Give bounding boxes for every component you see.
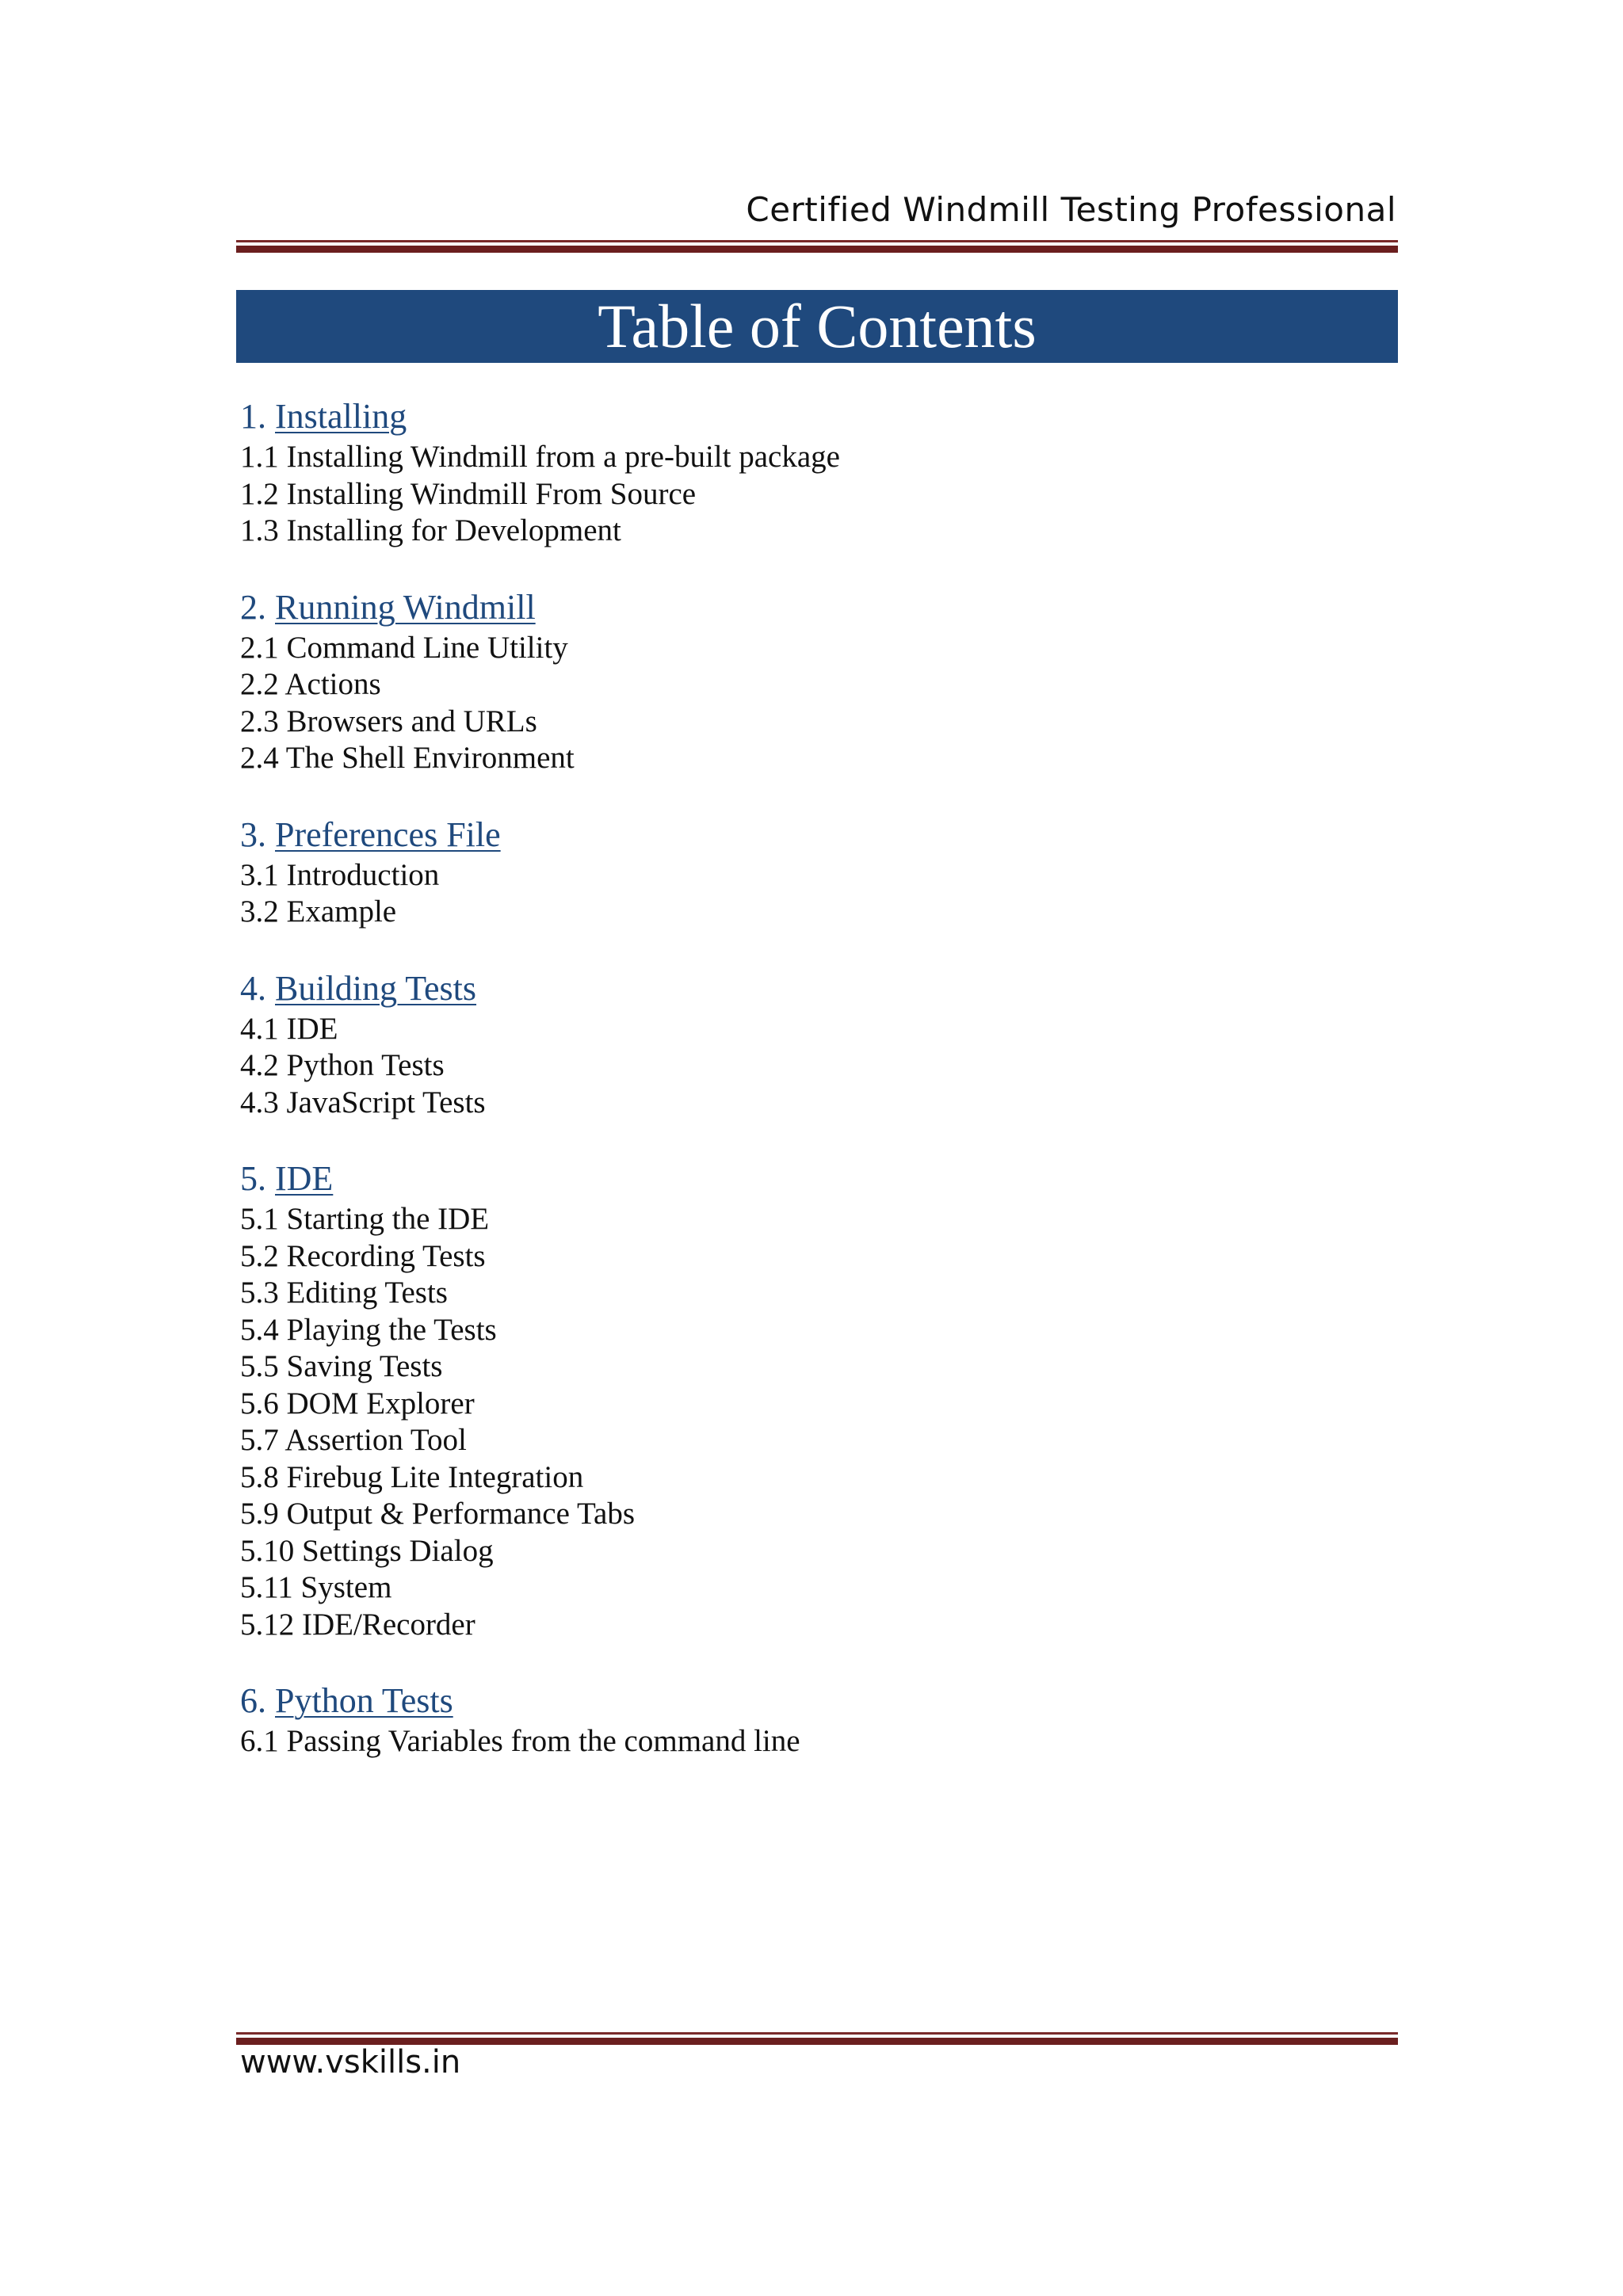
section-link[interactable]: Installing bbox=[275, 397, 407, 436]
toc-section bbox=[240, 585, 1381, 777]
section-heading bbox=[240, 585, 1381, 630]
header-rule bbox=[236, 240, 1398, 253]
page-header: Certified Windmill Testing Professional bbox=[746, 190, 1396, 229]
toc-section bbox=[240, 967, 1381, 1122]
page-footer: www.vskills.in bbox=[240, 2044, 461, 2081]
toc-item: 5.12 IDE/Recorder bbox=[240, 1607, 475, 1642]
section-heading bbox=[240, 813, 1381, 857]
toc-item: 1.1 Installing Windmill from a pre-built package bbox=[240, 440, 840, 474]
title-banner bbox=[236, 290, 1398, 363]
section-number: 1. bbox=[240, 397, 266, 436]
page-title: Table of Contents bbox=[598, 292, 1037, 360]
section-heading bbox=[240, 1679, 1381, 1723]
section-number: 5. bbox=[240, 1159, 266, 1198]
footer-rule bbox=[236, 2032, 1398, 2045]
toc-item: 5.9 Output & Performance Tabs bbox=[240, 1497, 636, 1531]
section-number: 6. bbox=[240, 1681, 266, 1720]
toc-item: 2.3 Browsers and URLs bbox=[240, 704, 537, 738]
toc-item: 5.10 Settings Dialog bbox=[240, 1533, 494, 1568]
toc-item: 4.1 IDE bbox=[240, 1011, 338, 1046]
toc-item: 3.2 Example bbox=[240, 894, 397, 929]
section-heading bbox=[240, 1157, 1381, 1201]
toc-item: 5.5 Saving Tests bbox=[240, 1349, 443, 1383]
toc-item: 4.3 JavaScript Tests bbox=[240, 1085, 486, 1119]
section-heading bbox=[240, 967, 1381, 1011]
toc-item: 5.11 System bbox=[240, 1570, 392, 1604]
toc-item: 5.7 Assertion Tool bbox=[240, 1423, 467, 1457]
section-number: 3. bbox=[240, 814, 266, 854]
toc-section bbox=[240, 1679, 1381, 1760]
section-link[interactable]: Python Tests bbox=[275, 1681, 453, 1720]
toc-item: 5.8 Firebug Lite Integration bbox=[240, 1459, 584, 1494]
toc-item: 2.1 Command Line Utility bbox=[240, 630, 568, 665]
toc-section bbox=[240, 813, 1381, 931]
section-link[interactable]: Running Windmill bbox=[275, 587, 536, 627]
section-link[interactable]: Building Tests bbox=[275, 968, 477, 1008]
toc-item: 3.1 Introduction bbox=[240, 857, 440, 892]
section-link[interactable]: IDE bbox=[275, 1159, 334, 1198]
toc-section bbox=[240, 395, 1381, 550]
toc-section bbox=[240, 1157, 1381, 1643]
toc-item: 5.3 Editing Tests bbox=[240, 1276, 448, 1310]
toc-item: 5.1 Starting the IDE bbox=[240, 1202, 490, 1236]
toc-item: 6.1 Passing Variables from the command line bbox=[240, 1724, 800, 1758]
table-of-contents bbox=[240, 395, 1381, 1796]
toc-item: 5.2 Recording Tests bbox=[240, 1238, 486, 1273]
toc-item: 5.4 Playing the Tests bbox=[240, 1312, 497, 1347]
section-number: 2. bbox=[240, 587, 266, 627]
toc-item: 5.6 DOM Explorer bbox=[240, 1386, 475, 1421]
toc-item: 2.2 Actions bbox=[240, 667, 381, 701]
section-heading bbox=[240, 395, 1381, 439]
toc-item: 2.4 The Shell Environment bbox=[240, 741, 575, 775]
toc-item: 1.2 Installing Windmill From Source bbox=[240, 476, 697, 511]
toc-item: 4.2 Python Tests bbox=[240, 1048, 445, 1082]
section-number: 4. bbox=[240, 968, 266, 1008]
section-link[interactable]: Preferences File bbox=[275, 814, 501, 854]
toc-item: 1.3 Installing for Development bbox=[240, 513, 621, 547]
